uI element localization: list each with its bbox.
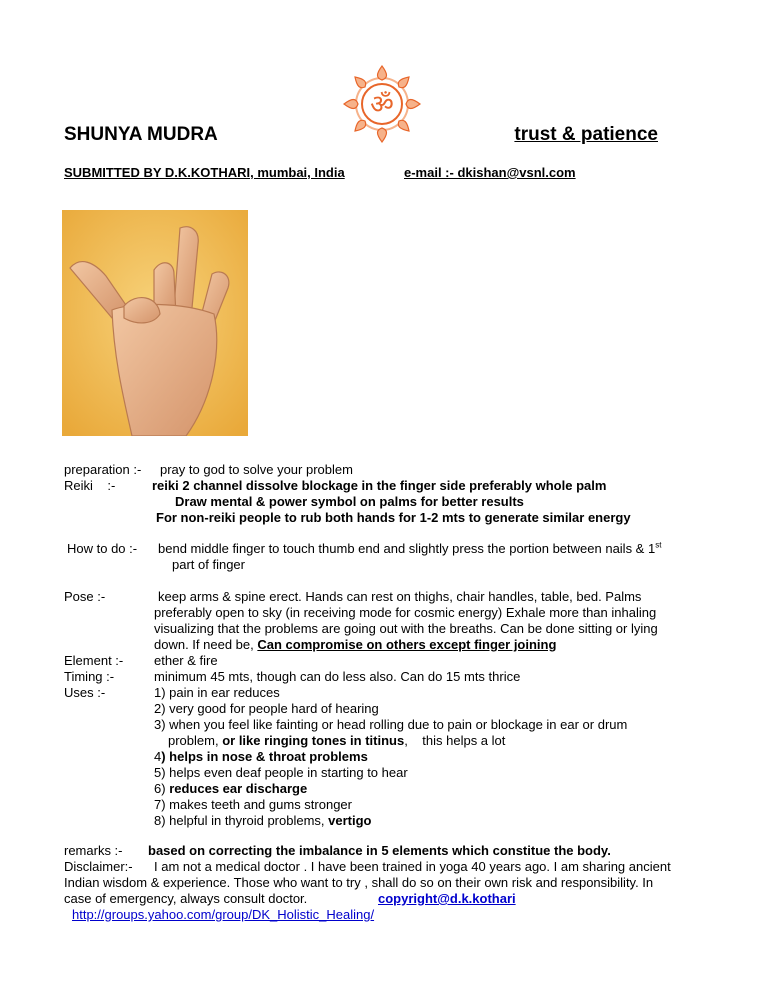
uses-label: Uses :- — [64, 685, 106, 700]
disclaimer-label: Disclaimer:- — [64, 859, 133, 874]
reiki-line-3: For non-reiki people to rub both hands for 1-2 mts to generate similar energy — [156, 510, 631, 525]
pose-line-2: preferably open to sky (in receiving mode for cosmic energy) Exhale more than inhaling — [154, 605, 657, 620]
email-address[interactable]: e-mail :- dkishan@vsnl.com — [404, 165, 576, 180]
uses-item-6: 6) reduces ear discharge — [154, 781, 308, 796]
remarks-text: based on correcting the imbalance in 5 elements which constitue the body. — [148, 843, 611, 858]
how-to-line-1: bend middle finger to touch thumb end and slightly press the portion between nails & 1st — [158, 540, 662, 556]
element-label: Element :- — [64, 653, 124, 668]
copyright-link[interactable]: copyright@d.k.kothari — [378, 891, 516, 906]
uses-item-7: 7) makes teeth and gums stronger — [154, 797, 352, 812]
timing-label: Timing :- — [64, 669, 115, 684]
svg-text:ॐ: ॐ — [370, 90, 394, 120]
uses-item-2: 2) very good for people hard of hearing — [154, 701, 379, 716]
uses-item-3: 3) when you feel like fainting or head rolling due to pain or blockage in ear or drum — [154, 717, 628, 732]
uses-item-1: 1) pain in ear reduces — [154, 685, 280, 700]
uses-item-8: 8) helpful in thyroid problems, vertigo — [154, 813, 372, 828]
pose-line-4: down. If need be, Can compromise on others except finger joining — [154, 637, 557, 652]
reiki-label: Reiki :- — [64, 478, 116, 493]
group-url-link[interactable]: http://groups.yahoo.com/group/DK_Holistic_Healing/ — [72, 907, 375, 922]
uses-item-3-cont: problem, or like ringing tones in titinus, this helps a lot — [168, 733, 506, 748]
disclaimer-line-1: I am not a medical doctor . I have been trained in yoga 40 years ago. I am sharing ancient — [154, 859, 671, 874]
disclaimer-line-3: case of emergency, always consult doctor. — [64, 891, 308, 906]
remarks-label: remarks :- — [64, 843, 123, 858]
timing-text: minimum 45 mts, though can do less also. Can do 15 mts thrice — [154, 669, 521, 684]
document-title: SHUNYA MUDRA — [64, 124, 218, 145]
pose-line-3: visualizing that the problems are going out with the breaths. Can be done sitting or lying — [154, 621, 658, 636]
disclaimer-line-2: Indian wisdom & experience. Those who want to try , shall do so on their own risk and responsibility. In — [64, 875, 654, 890]
how-to-label: How to do :- — [67, 541, 138, 556]
how-to-line-2: part of finger — [172, 557, 245, 572]
uses-item-4: 4) helps in nose & throat problems — [154, 749, 368, 764]
pose-label: Pose :- — [64, 589, 106, 604]
preparation-label: preparation :- — [64, 462, 142, 477]
uses-item-5: 5) helps even deaf people in starting to hear — [154, 765, 408, 780]
preparation-text: pray to god to solve your problem — [160, 462, 353, 477]
reiki-line-2: Draw mental & power symbol on palms for better results — [175, 494, 524, 509]
om-logo-icon — [342, 64, 422, 144]
element-text: ether & fire — [154, 653, 218, 668]
pose-line-1: keep arms & spine erect. Hands can rest on thighs, chair handles, table, bed. Palms — [158, 589, 642, 604]
hand-mudra-photo — [62, 210, 248, 436]
reiki-line-1: reiki 2 channel dissolve blockage in the finger side preferably whole palm — [152, 478, 607, 493]
tagline: trust & patience — [514, 124, 658, 145]
submitted-by: SUBMITTED BY D.K.KOTHARI, mumbai, India — [64, 165, 345, 180]
